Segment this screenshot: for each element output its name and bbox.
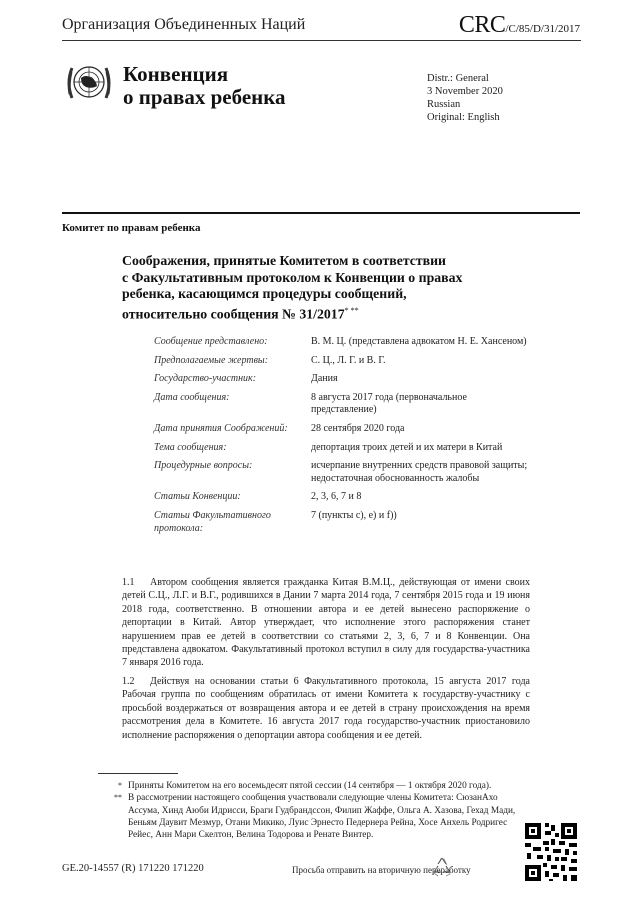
recycle-notice: Просьба отправить на вторичную переработку — [292, 865, 471, 875]
original-language: Original: English — [427, 112, 500, 123]
footnote-mark: * — [118, 781, 122, 790]
info-row — [154, 442, 534, 455]
language: Russian — [427, 99, 461, 110]
document-symbol — [459, 12, 580, 39]
info-value: В. М. Ц. (представлена адвокатом Н. Е. Хансеном) — [311, 336, 527, 347]
document-heading — [122, 253, 542, 323]
info-value: 8 августа 2017 года (первоначальное представление) — [311, 391, 467, 416]
distribution-meta — [427, 72, 503, 124]
paragraph-text: Действуя на основании статьи 6 Факультативного протокола, 15 августа 2017 года Рабочая группа по сообщениям обратилась от имени Комитета к государству-участнику с просьбой воздержаться от возвращения автора и ее детей в страну происхождения на время рассмотрения дела в Комитете. 16 августа 2017 года государство-участник приостановило исполнение распоряжения о депортации автора сообщения и ее детей. — [122, 676, 530, 741]
footnote — [104, 780, 529, 792]
footnote-mark: ** — [114, 793, 122, 803]
footnote-text: Приняты Комитетом на его восемьдесят пятой сессии (14 сентября — 1 октября 2020 года). — [128, 781, 492, 791]
organization-name: Организация Объединенных Наций — [62, 16, 306, 33]
info-row — [154, 460, 534, 485]
issue-date: 3 November 2020 — [427, 86, 503, 97]
footnote-rule — [98, 773, 178, 774]
info-label: Дата сообщения: — [154, 391, 230, 403]
heading-line: относительно сообщения № 31/2017 — [122, 306, 345, 322]
info-value: депортация троих детей и их матери в Китай — [311, 441, 503, 453]
info-label: Дата принятия Соображений: — [154, 422, 288, 434]
paragraph-number: 1.2 — [122, 676, 135, 687]
info-label: Предполагаемые жертвы: — [154, 354, 269, 366]
footnotes — [104, 780, 529, 841]
recycle-icon — [430, 855, 454, 879]
info-row — [154, 392, 534, 417]
heading-line: Соображения, принятые Комитетом в соответствии — [122, 253, 447, 268]
header-rule — [62, 40, 581, 41]
heading-line: ребенка, касающимся процедуры сообщений, — [122, 286, 407, 301]
heading-line: с Факультативным протоколом к Конвенции о правах — [122, 269, 463, 285]
footnote-text: В рассмотрении настоящего сообщения участвовали следующие члены Комитета: СюзанАхо Ассума, Хинд Аюби Идрисси, Браги Гудбрандссон, Филип Жаффе, Ольга А. Хазова, Гехад Мади, Беньям Даувит Мезмур, Отани Микико, Луис Эрнесто Педернера Рейна, Хосе Анхель Родригес Рейес, Анн Мари Скелтон, Велина Тодорова и Ренате Винтер. — [128, 793, 516, 841]
info-row — [154, 336, 534, 349]
info-value: 7 (пункты c), e) и f)) — [311, 509, 397, 521]
info-label: Статьи Факультативного протокола: — [154, 509, 271, 534]
info-value: Дания — [311, 373, 338, 385]
info-value: 2, 3, 6, 7 и 8 — [311, 491, 362, 503]
info-value: 28 сентября 2020 года — [311, 422, 405, 434]
info-label: Статьи Конвенции: — [154, 491, 241, 503]
info-row — [154, 355, 534, 368]
footnote-marks: * ** — [344, 305, 359, 315]
title-line-1: Конвенция — [123, 62, 229, 86]
info-value: исчерпание внутренних средств правовой защиты; недостаточная обоснованность жалобы — [311, 460, 528, 484]
section-rule — [62, 212, 580, 214]
info-label: Сообщение представлено: — [154, 336, 268, 347]
title-line-2: о правах ребенка — [123, 85, 286, 109]
symbol-main: CRC — [458, 12, 506, 38]
symbol-suffix: /C/85/D/31/2017 — [505, 23, 580, 35]
un-emblem-icon — [64, 58, 114, 108]
paragraph — [122, 675, 530, 742]
info-label: Государство-участник: — [154, 373, 257, 385]
paragraph-text: Автором сообщения является гражданка Китая В.М.Ц., действующая от имени своих детей С.Ц., Л.Г. и В.Г., родившихся в Дании 7 марта 2014 года, 7 сентября 2015 года и 19 июня 2018 года, соответственно. В отношении автора и ее детей вынесено распоряжение о депортации в Китай. Автор утверждает, что исполнение этого распоряжения станет нарушением прав ее детей в соответствии со статьями 2, 3, 6, 7 и 8 Конвенции. Она представлена адвокатом. Факультативный протокол вступил в силу для государства-участника 7 января 2016 года. — [122, 577, 530, 669]
committee-name: Комитет по правам ребенка — [62, 222, 201, 234]
info-label: Процедурные вопросы: — [154, 460, 253, 472]
info-row — [154, 510, 534, 535]
paragraph — [122, 576, 530, 670]
info-row — [154, 373, 534, 386]
info-row — [154, 491, 534, 504]
footnote — [104, 792, 529, 841]
info-row — [154, 423, 534, 436]
qr-code-icon — [525, 823, 577, 881]
info-value: С. Ц., Л. Г. и В. Г. — [311, 354, 386, 366]
paragraph-number: 1.1 — [122, 577, 135, 588]
info-label: Тема сообщения: — [154, 441, 227, 453]
convention-title — [123, 63, 286, 109]
distribution: Distr.: General — [427, 73, 489, 84]
document-number: GE.20-14557 (R) 171220 171220 — [62, 863, 204, 874]
info-table — [154, 336, 534, 541]
